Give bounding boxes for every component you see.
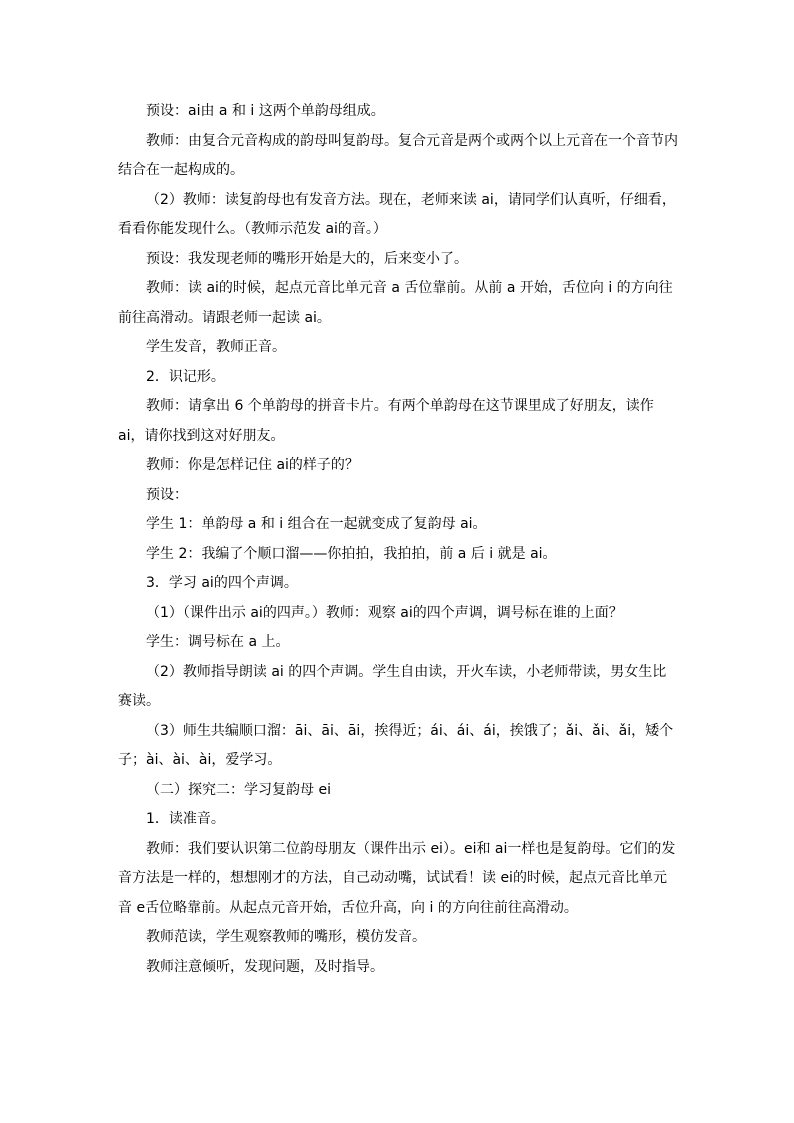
paragraph-9: 教师：你是怎样记住 ai的样子的？ — [146, 457, 359, 473]
paragraph-13: 3．学习 ai的四个声调。 — [146, 575, 298, 591]
paragraph-21: 教师范读，学生观察教师的嘴形，模仿发音。 — [146, 929, 426, 945]
document-page — [118, 97, 680, 982]
paragraph-2: 教师：由复合元音构成的韵母叫复韵母。复合元音是两个或两个以上元音在一个音节内结合在一起构成的。 — [118, 132, 678, 178]
paragraph-14: （1）（课件出示 ai的四声。）教师：观察 ai的四个声调，调号标在谁的上面？ — [146, 604, 623, 621]
paragraph-11: 学生 1：单韵母 a 和 i 组合在一起就变成了复韵母 ai。 — [146, 516, 487, 532]
paragraph-1: 预设：ai由 a 和 i 这两个单韵母组成。 — [146, 103, 385, 119]
paragraph-12: 学生 2：我编了个顺口溜——你拍拍，我拍拍，前 a 后 i 就是 ai。 — [146, 545, 557, 562]
paragraph-19: 1．读准音。 — [146, 811, 225, 827]
paragraph-17: （3）师生共编顺口溜：āi、āi、āi，挨得近；ái、ái、ái，挨饿了；ǎi、ǎi、ǎi，矮个子；ài、ài、ài，爱学习。 — [118, 722, 674, 768]
paragraph-18: （二）探究二：学习复韵母 ei — [146, 781, 331, 798]
paragraph-20: 教师：我们要认识第二位韵母朋友（课件出示 ei）。ei和 ai一样也是复韵母。它们的发音方法是一样的，想想刚才的方法，自己动动嘴，试试看！读 ei的时候，起点元音比单元音 e舌位略靠前。从起点元音开始，舌位升高，向 i 的方向往前往高滑动。 — [118, 840, 676, 916]
paragraph-22: 教师注意倾听，发现问题，及时指导。 — [146, 958, 384, 975]
paragraph-8: 教师：请拿出 6 个单韵母的拼音卡片。有两个单韵母在这节课里成了好朋友，读作 ai，请你找到这对好朋友。 — [118, 398, 654, 444]
paragraph-15: 学生：调号标在 a 上。 — [146, 634, 290, 650]
paragraph-7: 2．识记形。 — [146, 368, 225, 385]
paragraph-6: 学生发音，教师正音。 — [146, 339, 286, 355]
paragraph-10: 预设： — [146, 486, 188, 503]
paragraph-16: （2）教师指导朗读 ai 的四个声调。学生自由读，开火车读，小老师带读，男女生比赛读。 — [118, 663, 667, 709]
paragraph-4: 预设：我发现老师的嘴形开始是大的，后来变小了。 — [146, 250, 468, 267]
paragraph-5: 教师：读 ai的时候，起点元音比单元音 a 舌位靠前。从前 a 开始，舌位向 i 的方向往前往高滑动。请跟老师一起读 ai。 — [118, 280, 673, 326]
paragraph-3: （2）教师：读复韵母也有发音方法。现在，老师来读 ai，请同学们认真听，仔细看，看看你能发现什么。（教师示范发 ai的音。） — [118, 191, 676, 237]
